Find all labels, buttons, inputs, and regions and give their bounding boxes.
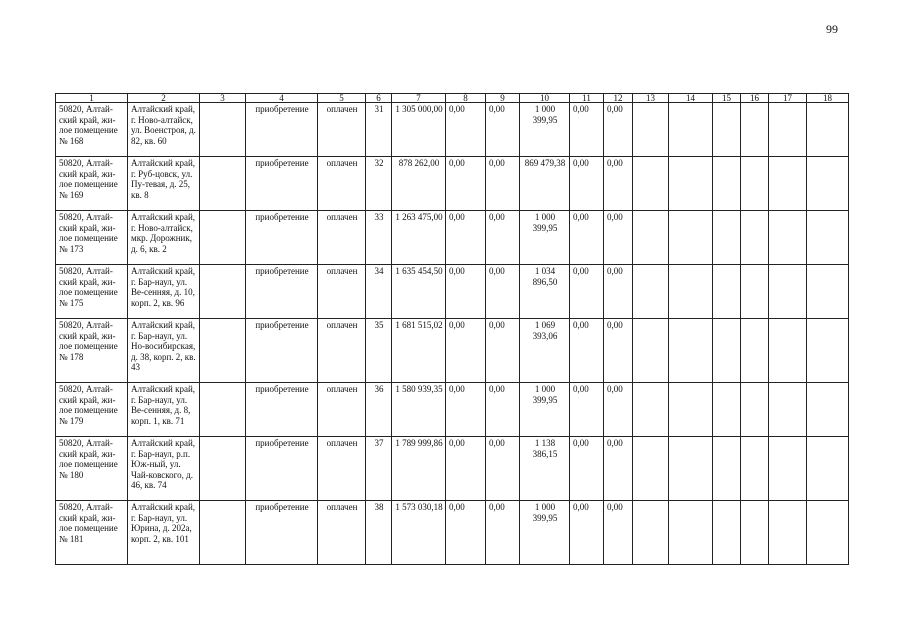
empty-cell (633, 265, 669, 319)
address-cell: Алтайский край, г. Бар-наул, р.п. Юж-ный, ул. Чай-ковского, д. 46, кв. 74 (128, 437, 200, 501)
column-header: 2 (128, 94, 200, 103)
column-header: 16 (741, 94, 769, 103)
empty-cell (769, 157, 807, 211)
address-cell: Алтайский край, г. Ново-алтайск, ул. Военстроя, д. 82, кв. 60 (128, 103, 200, 157)
operation-type-cell: приобретение (246, 383, 318, 437)
amount-cell: 0,00 (486, 437, 520, 501)
amount-cell: 0,00 (486, 211, 520, 265)
subsidy-cell: 1 138 386,15 (520, 437, 570, 501)
object-cell: 50820, Алтай-ский край, жи-лое помещение № 168 (56, 103, 128, 157)
amount-cell: 0,00 (570, 383, 604, 437)
empty-cell (669, 103, 713, 157)
subsidy-cell: 1 000 399,95 (520, 383, 570, 437)
empty-cell (200, 501, 246, 565)
price-cell: 1 789 999,86 (392, 437, 446, 501)
row-number-cell: 31 (366, 103, 392, 157)
amount-cell: 0,00 (486, 319, 520, 383)
amount-cell: 0,00 (570, 501, 604, 565)
empty-cell (713, 383, 741, 437)
operation-type-cell: приобретение (246, 211, 318, 265)
object-cell: 50820, Алтай-ский край, жи-лое помещение № 179 (56, 383, 128, 437)
empty-cell (741, 383, 769, 437)
empty-cell (769, 501, 807, 565)
amount-cell: 0,00 (604, 501, 633, 565)
status-cell: оплачен (318, 501, 366, 565)
amount-cell: 0,00 (486, 501, 520, 565)
amount-cell: 0,00 (486, 383, 520, 437)
price-cell: 1 635 454,50 (392, 265, 446, 319)
empty-cell (741, 211, 769, 265)
address-cell: Алтайский край, г. Ново-алтайск, мкр. Дорожник, д. 6, кв. 2 (128, 211, 200, 265)
empty-cell (769, 383, 807, 437)
row-number-cell: 32 (366, 157, 392, 211)
status-cell: оплачен (318, 265, 366, 319)
empty-cell (807, 211, 849, 265)
amount-cell: 0,00 (486, 103, 520, 157)
status-cell: оплачен (318, 319, 366, 383)
price-cell: 1 580 939,35 (392, 383, 446, 437)
table-row (56, 211, 849, 265)
subsidy-cell: 1 034 896,50 (520, 265, 570, 319)
address-cell: Алтайский край, г. Бар-наул, ул. Юрина, д. 202а, корп. 2, кв. 101 (128, 501, 200, 565)
amount-cell: 0,00 (446, 157, 486, 211)
row-number-cell: 33 (366, 211, 392, 265)
empty-cell (741, 437, 769, 501)
empty-cell (713, 319, 741, 383)
empty-cell (633, 501, 669, 565)
table-row (56, 157, 849, 211)
amount-cell: 0,00 (604, 383, 633, 437)
empty-cell (669, 265, 713, 319)
column-header: 6 (366, 94, 392, 103)
subsidy-cell: 1 000 399,95 (520, 211, 570, 265)
empty-cell (741, 501, 769, 565)
object-cell: 50820, Алтай-ский край, жи-лое помещение № 178 (56, 319, 128, 383)
subsidy-cell: 1 000 399,95 (520, 103, 570, 157)
object-cell: 50820, Алтай-ский край, жи-лое помещение № 173 (56, 211, 128, 265)
subsidy-cell: 1 069 393,06 (520, 319, 570, 383)
empty-cell (713, 437, 741, 501)
object-cell: 50820, Алтай-ский край, жи-лое помещение № 180 (56, 437, 128, 501)
amount-cell: 0,00 (604, 103, 633, 157)
row-number-cell: 37 (366, 437, 392, 501)
empty-cell (200, 319, 246, 383)
column-header: 4 (246, 94, 318, 103)
column-header: 1 (56, 94, 128, 103)
operation-type-cell: приобретение (246, 501, 318, 565)
empty-cell (713, 265, 741, 319)
amount-cell: 0,00 (570, 437, 604, 501)
empty-cell (200, 265, 246, 319)
amount-cell: 0,00 (446, 383, 486, 437)
empty-cell (769, 103, 807, 157)
status-cell: оплачен (318, 437, 366, 501)
amount-cell: 0,00 (446, 265, 486, 319)
operation-type-cell: приобретение (246, 437, 318, 501)
empty-cell (200, 157, 246, 211)
column-header: 9 (486, 94, 520, 103)
empty-cell (807, 103, 849, 157)
empty-cell (741, 103, 769, 157)
empty-cell (633, 211, 669, 265)
column-header: 13 (633, 94, 669, 103)
empty-cell (769, 265, 807, 319)
empty-cell (669, 157, 713, 211)
empty-cell (200, 103, 246, 157)
amount-cell: 0,00 (486, 157, 520, 211)
table-row (56, 319, 849, 383)
column-header: 15 (713, 94, 741, 103)
table-row (56, 437, 849, 501)
price-cell: 1 681 515,02 (392, 319, 446, 383)
empty-cell (200, 383, 246, 437)
object-cell: 50820, Алтай-ский край, жи-лое помещение № 169 (56, 157, 128, 211)
empty-cell (807, 383, 849, 437)
amount-cell: 0,00 (604, 319, 633, 383)
empty-cell (633, 157, 669, 211)
empty-cell (200, 211, 246, 265)
operation-type-cell: приобретение (246, 157, 318, 211)
operation-type-cell: приобретение (246, 319, 318, 383)
empty-cell (807, 157, 849, 211)
row-number-cell: 35 (366, 319, 392, 383)
table-row (56, 383, 849, 437)
amount-cell: 0,00 (604, 437, 633, 501)
empty-cell (713, 501, 741, 565)
status-cell: оплачен (318, 383, 366, 437)
empty-cell (633, 319, 669, 383)
status-cell: оплачен (318, 103, 366, 157)
column-header: 8 (446, 94, 486, 103)
amount-cell: 0,00 (570, 103, 604, 157)
amount-cell: 0,00 (446, 103, 486, 157)
address-cell: Алтайский край, г. Руб-цовск, ул. Пу-тевая, д. 25, кв. 8 (128, 157, 200, 211)
empty-cell (713, 103, 741, 157)
amount-cell: 0,00 (446, 501, 486, 565)
amount-cell: 0,00 (486, 265, 520, 319)
amount-cell: 0,00 (570, 319, 604, 383)
column-header: 7 (392, 94, 446, 103)
price-cell: 1 263 475,00 (392, 211, 446, 265)
table-row (56, 501, 849, 565)
registry-body (56, 103, 849, 565)
empty-cell (633, 103, 669, 157)
address-cell: Алтайский край, г. Бар-наул, ул. Ве-сенняя, д. 8, корп. 1, кв. 71 (128, 383, 200, 437)
operation-type-cell: приобретение (246, 265, 318, 319)
subsidy-cell: 869 479,38 (520, 157, 570, 211)
row-number-cell: 34 (366, 265, 392, 319)
price-cell: 878 262,00 (392, 157, 446, 211)
table-row (56, 103, 849, 157)
address-cell: Алтайский край, г. Бар-наул, ул. Но-восибирская, д. 38, корп. 2, кв. 43 (128, 319, 200, 383)
empty-cell (713, 211, 741, 265)
column-header: 3 (200, 94, 246, 103)
empty-cell (807, 319, 849, 383)
table-row (56, 265, 849, 319)
column-header: 11 (570, 94, 604, 103)
empty-cell (633, 383, 669, 437)
amount-cell: 0,00 (604, 265, 633, 319)
amount-cell: 0,00 (446, 319, 486, 383)
empty-cell (669, 437, 713, 501)
row-number-cell: 36 (366, 383, 392, 437)
empty-cell (669, 501, 713, 565)
empty-cell (669, 211, 713, 265)
empty-cell (741, 157, 769, 211)
empty-cell (200, 437, 246, 501)
amount-cell: 0,00 (446, 211, 486, 265)
empty-cell (741, 319, 769, 383)
address-cell: Алтайский край, г. Бар-наул, ул. Ве-сенняя, д. 10, корп. 2, кв. 96 (128, 265, 200, 319)
empty-cell (769, 437, 807, 501)
amount-cell: 0,00 (604, 157, 633, 211)
empty-cell (807, 501, 849, 565)
amount-cell: 0,00 (570, 157, 604, 211)
empty-cell (669, 383, 713, 437)
empty-cell (669, 319, 713, 383)
row-number-cell: 38 (366, 501, 392, 565)
page-number: 99 (826, 22, 838, 36)
operation-type-cell: приобретение (246, 103, 318, 157)
column-header: 10 (520, 94, 570, 103)
column-header: 17 (769, 94, 807, 103)
status-cell: оплачен (318, 211, 366, 265)
column-header: 14 (669, 94, 713, 103)
empty-cell (633, 437, 669, 501)
amount-cell: 0,00 (570, 265, 604, 319)
column-header: 12 (604, 94, 633, 103)
property-registry-table (55, 93, 849, 565)
column-header: 5 (318, 94, 366, 103)
price-cell: 1 305 000,00 (392, 103, 446, 157)
price-cell: 1 573 030,18 (392, 501, 446, 565)
amount-cell: 0,00 (604, 211, 633, 265)
column-number-row (56, 94, 849, 103)
object-cell: 50820, Алтай-ский край, жи-лое помещение № 181 (56, 501, 128, 565)
amount-cell: 0,00 (446, 437, 486, 501)
amount-cell: 0,00 (570, 211, 604, 265)
status-cell: оплачен (318, 157, 366, 211)
subsidy-cell: 1 000 399,95 (520, 501, 570, 565)
empty-cell (741, 265, 769, 319)
empty-cell (807, 437, 849, 501)
empty-cell (713, 157, 741, 211)
empty-cell (769, 319, 807, 383)
empty-cell (807, 265, 849, 319)
object-cell: 50820, Алтай-ский край, жи-лое помещение № 175 (56, 265, 128, 319)
empty-cell (769, 211, 807, 265)
column-header: 18 (807, 94, 849, 103)
